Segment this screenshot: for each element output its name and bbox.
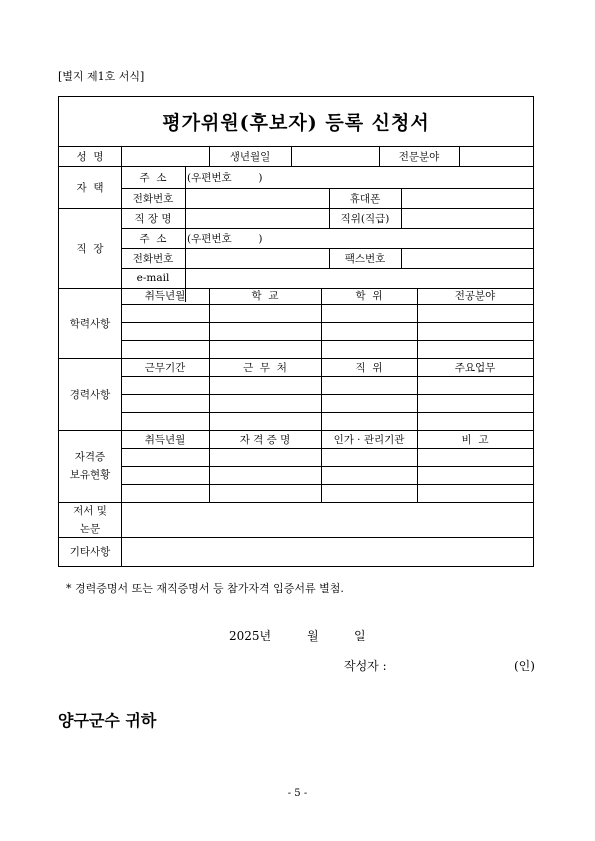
specialty-label: 전문분야 (398, 150, 440, 163)
name-field[interactable] (122, 146, 209, 166)
birth-date-label: 생년월일 (229, 150, 271, 163)
certificate-label: 자격증 보유현황 (69, 451, 111, 481)
position-label: 직위(직급) (340, 212, 390, 225)
education-header-date: 취득년월 (144, 289, 186, 302)
certificate-header-name: 자 격 증 명 (239, 433, 291, 446)
work-address-field[interactable]: (우편번호 ) (187, 232, 263, 245)
email-label: e-mail (136, 272, 170, 284)
email-field[interactable] (186, 268, 533, 288)
date-year: 2025년 (229, 629, 272, 643)
workplace-field[interactable] (186, 208, 329, 228)
education-label: 학력사항 (69, 317, 111, 330)
writer-label: 작성자 : (344, 659, 387, 673)
home-address-field[interactable]: (우편번호 ) (187, 171, 263, 184)
date-month: 월 (307, 629, 319, 643)
education-header-major: 전공분야 (454, 289, 496, 302)
education-header-degree: 학 위 (355, 289, 383, 302)
form-number-label: [별지 제1호 서식] (58, 70, 145, 83)
certificate-header-date: 취득년월 (144, 433, 186, 446)
attachment-note: * 경력증명서 또는 재직증명서 등 참가자격 입증서류 별첨. (66, 582, 344, 595)
home-phone-label: 전화번호 (132, 192, 174, 205)
work-address-label: 주 소 (139, 232, 167, 245)
certificate-header-remarks: 비 고 (461, 433, 489, 446)
work-label: 직 장 (76, 242, 104, 255)
addressee: 양구군수 귀하 (58, 711, 157, 730)
career-header-position: 직 위 (355, 361, 383, 374)
home-address-label: 주 소 (139, 171, 167, 184)
work-phone-label: 전화번호 (132, 252, 174, 265)
career-header-period: 근무기간 (144, 361, 186, 374)
other-field[interactable] (122, 537, 533, 566)
career-label: 경력사항 (69, 388, 111, 401)
form-title: 평가위원(후보자) 등록 신청서 (162, 112, 430, 134)
publications-label: 저서 및 논문 (73, 504, 107, 535)
page-number: - 5 - (287, 788, 308, 799)
home-phone-field[interactable] (186, 188, 329, 208)
home-label: 자 택 (76, 181, 104, 194)
date-day: 일 (354, 629, 366, 643)
mobile-field[interactable] (402, 188, 533, 208)
publications-field[interactable] (122, 502, 533, 537)
name-label: 성 명 (76, 150, 104, 163)
registration-form-table (58, 96, 534, 567)
fax-label: 팩스번호 (344, 252, 386, 265)
education-header-school: 학 교 (251, 289, 279, 302)
mobile-label: 휴대폰 (349, 192, 381, 205)
career-header-duty: 주요업무 (454, 361, 496, 374)
career-header-workplace: 근 무 처 (243, 361, 287, 374)
fax-field[interactable] (402, 248, 533, 268)
certificate-header-agency: 인가 · 관리기관 (333, 433, 405, 446)
specialty-field[interactable] (460, 146, 533, 166)
workplace-label: 직 장 명 (134, 212, 172, 225)
work-phone-field[interactable] (186, 248, 329, 268)
other-label: 기타사항 (69, 546, 111, 558)
birth-date-field[interactable] (292, 146, 379, 166)
seal-mark: (인) (514, 659, 535, 673)
position-field[interactable] (402, 208, 533, 228)
